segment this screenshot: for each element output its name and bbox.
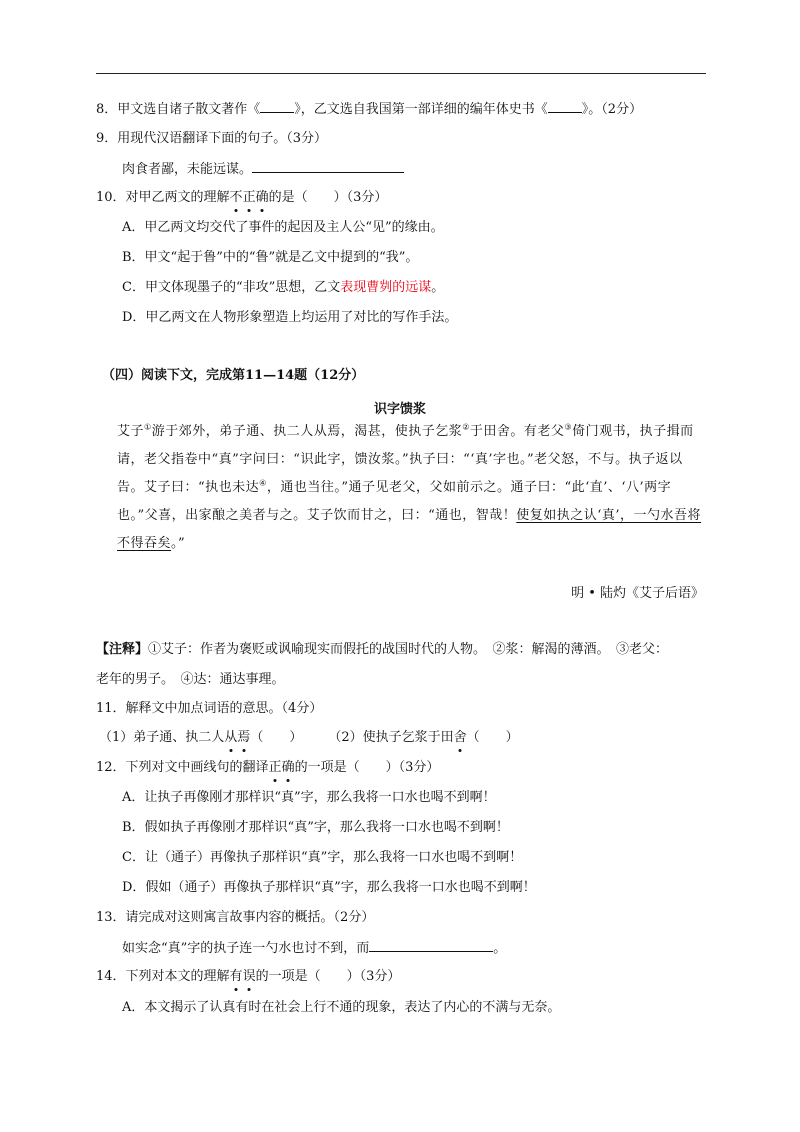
- question-10: 10．对甲乙两文的理解不正确的是（ ）（3分）: [96, 188, 710, 208]
- passage: 艾子①游于郊外，弟子通、执二人从焉，渴甚，使执子乞浆②于田舍。有老父③倚门观书，执子揖而请，老父指卷中“真”字问曰：“识此字，馈汝浆。”执子曰：“‘真’字也。”老父怒，不与。执子返以告。艾子曰：“执也未达④，通也当往。”通子见老父，父如前示之。通子曰：“此‘直’、‘八’两字也。”父喜，出家酿之美者与之。艾子饮而甘之，曰：“通也，智哉！使复如执之认‘真’，一勺水吾将不得吞矣。”: [117, 422, 702, 551]
- answer-blank[interactable]: [252, 159, 404, 173]
- passage-source: 明 • 陆灼《艾子后语》: [571, 586, 704, 601]
- annotation-line-2: 老年的男子。 ④达：通达事理。: [96, 672, 285, 687]
- question-14: 14．下列对本文的理解有误的一项是（ ）（3分）: [96, 967, 710, 987]
- highlighted-text: 表现曹刿的远谋: [340, 280, 432, 295]
- question-9: 9．用现代汉语翻译下面的句子。（3分）: [96, 131, 328, 146]
- section-heading: （四）阅读下文，完成第11—14题（12分）: [102, 368, 365, 383]
- annotation-line-1: 【注释】①艾子：作者为褒贬或讽喻现实而假托的战国时代的人物。 ②浆：解渴的薄酒。 ③老父：: [96, 642, 669, 657]
- question-12-option-d: D．假如（通子）再像执子那样识“真”字，那么我将一口水也喝不到啊！: [122, 880, 536, 895]
- question-12-option-b: B．假如执子再像刚才那样识“真”字，那么我将一口水也喝不到啊！: [122, 820, 509, 835]
- question-9-sentence: 肉食者鄙，未能远谋。: [122, 159, 710, 180]
- question-14-option-a: A．本文揭示了认真有时在社会上行不通的现象，表达了内心的不满与无奈。: [122, 1000, 561, 1015]
- answer-blank[interactable]: [260, 99, 294, 113]
- question-10-option-b: B．甲文“起于鲁”中的“鲁”就是乙文中提到的“我”。: [122, 250, 419, 265]
- underlined-sentence: 使复如执之认‘真’，一勺水吾将不得吞矣: [117, 508, 702, 551]
- answer-blank[interactable]: [369, 938, 493, 952]
- question-13-line: 如实念“真”字的执子连一勺水也讨不到，而 。: [122, 938, 710, 959]
- answer-blank[interactable]: [548, 99, 582, 113]
- question-8: 8．甲文选自诸子散文著作《 》，乙文选自我国第一部详细的编年体史书《 》。（2分）: [96, 99, 710, 120]
- question-12: 12．下列对文中画线句的翻译正确的一项是（ ）（3分）: [96, 758, 710, 778]
- question-12-option-a: A．让执子再像刚才那样识“真”字，那么我将一口水也喝不到啊！: [122, 790, 496, 805]
- passage-title: 识字馈浆: [373, 402, 426, 417]
- question-12-option-c: C．让（通子）再像执子那样识“真”字，那么我将一口水也喝不到啊！: [122, 850, 523, 865]
- question-10-option-d: D．甲乙两文在人物形象塑造上均运用了对比的写作手法。: [122, 310, 458, 325]
- header-rule: [96, 73, 706, 74]
- question-10-option-a: A．甲乙两文均交代了事件的起因及主人公“见”的缘由。: [122, 220, 444, 235]
- question-11-items: （1）弟子通、执二人从焉（ ） （2）使执子乞浆于田舍（ ）: [99, 728, 710, 748]
- question-11: 11．解释文中加点词语的意思。（4分）: [96, 701, 323, 716]
- question-10-option-c: C．甲文体现墨子的“非攻”思想，乙文表现曹刿的远谋。: [122, 280, 445, 295]
- question-13: 13．请完成对这则寓言故事内容的概括。（2分）: [96, 910, 375, 925]
